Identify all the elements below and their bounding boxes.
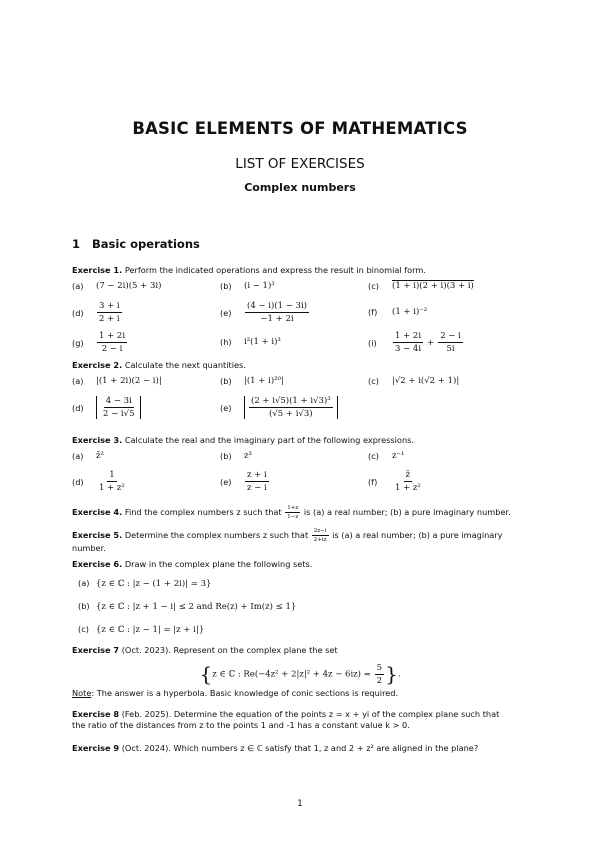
- exercise-1-item-d: (d) $\frac{3 + i}{2 + i}$: [72, 301, 120, 324]
- exercise-3-item-d: (d) $\frac{1}{\text{1 + z²}}$: [72, 470, 125, 493]
- exercise-2-item-a: (a) |(1 + 2i)(2 − i)|: [72, 376, 162, 386]
- exercise-3-item-b: (b) z³: [220, 451, 252, 461]
- exercise-2-item-b: (b) |(1 + i)²⁰|: [220, 376, 284, 386]
- exercise-9-label: Exercise 9: [72, 743, 120, 753]
- exercise-3-label: Exercise 3.: [72, 435, 123, 445]
- exercise-3-statement: [72, 435, 530, 446]
- section-number: 1: [72, 237, 81, 251]
- exercise-6-item-a: (a) {z ∈ ℂ : |z − (1 + 2i)| = 3}: [78, 578, 212, 589]
- exercise-2-item-e: (e) $\frac{\text{(2 + i√5)(1 + i√3)³}}{(√5 + i√3)}$: [220, 396, 338, 419]
- exercise-8-statement: Exercise 8 (Feb. 2025). Determine the equation of the points z = x + yi of the complex plane such that the ratio of the distances from z to the points 1 and -1 has a constant value k > 0.: [72, 709, 500, 730]
- exercise-3-item-a: (a) z̄²: [72, 451, 104, 461]
- exercise-5-label: Exercise 5.: [72, 530, 123, 540]
- document-topic: Complex numbers: [244, 181, 356, 194]
- section-title: Basic operations: [92, 237, 200, 251]
- exercise-3-text: Calculate the real and the imaginary part of the following expressions.: [124, 435, 415, 445]
- page-number: 1: [297, 799, 303, 809]
- exercise-3-item-e: (e) $\frac{z + i}{z - i}$: [220, 470, 267, 493]
- exercise-6-item-c: (c) {z ∈ ℂ : |z − 1| = |z + i|}: [78, 624, 205, 635]
- exercise-5-fraction: $\frac{2z-i}{2+iz}$: [313, 528, 327, 543]
- exercise-4-fraction: $\frac{1+z}{1-z}$: [287, 505, 299, 520]
- exercise-9-statement: Exercise 9 (Oct. 2024). Which numbers z ∈ ℂ satisfy that 1, z and 2 + z² are aligned in the plane?: [72, 743, 479, 753]
- exercise-1-statement: [72, 265, 530, 276]
- exercise-2-item-d: (d) $\frac{4 - 3i}{2 - i√5}$: [72, 396, 141, 419]
- document-subtitle: LIST OF EXERCISES: [235, 156, 365, 172]
- exercise-1-label: Exercise 1.: [72, 265, 123, 275]
- exercise-6-statement: [72, 559, 530, 570]
- exercise-1-item-g: (g) $\frac{1 + 2i}{2 - i}$: [72, 331, 126, 354]
- exercise-2-item-c: (c) |√2 + i(√2 + 1)|: [368, 376, 460, 386]
- exercise-2-statement: [72, 360, 530, 371]
- exercise-4-label: Exercise 4.: [72, 507, 123, 517]
- exercise-2-label: Exercise 2.: [72, 360, 123, 370]
- exercise-3-item-f: (f) $\frac{z̄}{\text{1 + z²}}$: [368, 470, 421, 493]
- exercise-1-item-c: (c) (1 + i)(2 + i)(3 + i): [368, 281, 474, 291]
- exercise-2-text: Calculate the next quantities.: [124, 360, 246, 370]
- exercise-7-statement: Exercise 7 (Oct. 2023). Represent on the complex plane the set: [72, 645, 338, 655]
- exercise-1-text: Perform the indicated operations and express the result in binomial form.: [124, 265, 426, 275]
- exercise-7-set-expression: {z ∈ ℂ : Re(−4z² + 2|z|² + 4z − 6iz) = $\frac{5}{2}$ }.: [199, 662, 401, 686]
- exercise-5-statement: Exercise 5. Determine the complex numbers z such that $\frac{2z-i}{2+iz}$ is (a) a real number; (b) a pure imaginary number.: [72, 528, 503, 553]
- exercise-7-label: Exercise 7: [72, 645, 120, 655]
- exercise-7-note: Note: The answer is a hyperbola. Basic knowledge of conic sections is required.: [72, 688, 399, 698]
- document-title: BASIC ELEMENTS OF MATHEMATICS: [132, 119, 468, 138]
- exercise-1-item-b: (b) (i − 1)³: [220, 281, 275, 291]
- exercise-8-label: Exercise 8: [72, 709, 120, 719]
- section-heading: [72, 237, 200, 251]
- exercise-1-item-i: (i) $\frac{1 + 2i}{3 - 4i}$ + $\frac{2 - i}{5i}$: [368, 331, 461, 354]
- exercise-6-text: Draw in the complex plane the following sets.: [124, 559, 313, 569]
- exercise-6-item-b: (b) {z ∈ ℂ : |z + 1 − i| ≤ 2 and Re(z) + Im(z) ≤ 1}: [78, 601, 297, 612]
- exercise-1-item-e: (e) $\frac{(4 - i)(1 - 3i)}{-1 + 2i}$: [220, 301, 307, 324]
- exercise-1-item-h: (h) i²(1 + i)³: [220, 337, 281, 347]
- exercise-3-item-c: (c) z⁻¹: [368, 451, 405, 461]
- exercise-4-statement: Exercise 4. Find the complex numbers z such that $\frac{1+z}{1-z}$ is (a) a real number; (b) a pure imaginary number.: [72, 505, 511, 520]
- exercise-6-label: Exercise 6.: [72, 559, 123, 569]
- exercise-1-item-f: (f) (1 + i)⁻²: [368, 307, 428, 317]
- exercise-1-item-a: (a) (7 − 2i)(5 + 3i): [72, 281, 162, 291]
